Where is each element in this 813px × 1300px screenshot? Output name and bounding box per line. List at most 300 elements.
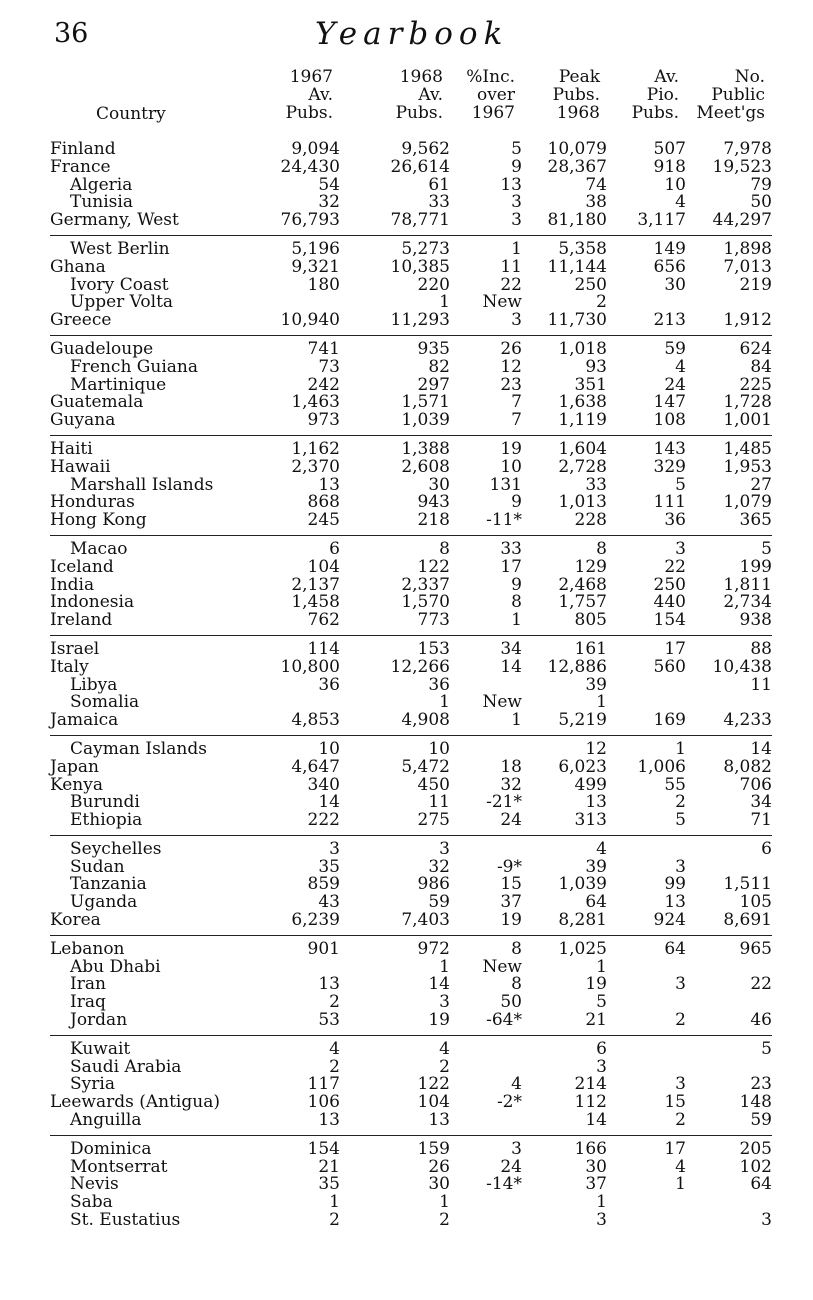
table-row <box>50 156 772 177</box>
av-pubs-1968: 972 <box>417 938 450 959</box>
public-meetings: 1,079 <box>723 492 772 513</box>
country-name: Indonesia <box>50 592 135 613</box>
pct-increase: 1 <box>511 710 522 731</box>
av-pubs-1968: 33 <box>428 192 450 213</box>
table-row <box>50 674 772 695</box>
av-pubs-1968: 10 <box>428 738 450 759</box>
pct-increase: -9* <box>496 856 522 877</box>
av-pubs-1967: 4,853 <box>291 710 340 731</box>
peak-pubs-1968: 112 <box>574 1092 607 1113</box>
country-name: France <box>50 156 111 177</box>
av-pubs-1968: 3 <box>439 838 450 859</box>
country-name: Guatemala <box>50 392 144 413</box>
country-name: Martinique <box>70 374 167 395</box>
av-pubs-1967: 868 <box>307 492 340 513</box>
country-name: Tanzania <box>70 874 147 895</box>
av-pubs-1967: 10,800 <box>280 656 340 677</box>
av-pubs-1968: 2 <box>439 1210 450 1231</box>
table-row <box>50 312 772 330</box>
country-name: Leewards (Antigua) <box>50 1092 220 1113</box>
av-pubs-1968: 159 <box>417 1138 450 1159</box>
peak-pubs-1968: 11,144 <box>547 256 607 277</box>
peak-pubs-1968: 64 <box>585 892 607 913</box>
table-row <box>50 656 772 677</box>
country-name: Iran <box>70 974 106 995</box>
peak-pubs-1968: 2,728 <box>558 456 607 477</box>
country-name: Algeria <box>70 174 133 195</box>
country-group <box>50 835 772 930</box>
av-pubs-1968: 275 <box>417 810 450 831</box>
country-name: Somalia <box>70 692 140 713</box>
header-line: Av. <box>308 85 333 105</box>
av-pioneer-pubs: 143 <box>653 438 686 459</box>
av-pioneer-pubs: 2 <box>675 1110 686 1131</box>
av-pioneer-pubs: 440 <box>653 592 686 613</box>
pct-increase: New <box>482 956 522 977</box>
peak-pubs-1968: 93 <box>585 356 607 377</box>
header-line: Av. <box>654 67 679 87</box>
pct-increase: 3 <box>511 310 522 331</box>
peak-pubs-1968: 805 <box>574 610 607 631</box>
av-pubs-1967: 901 <box>307 938 340 959</box>
country-name: Abu Dhabi <box>70 956 161 977</box>
country-name: Guadeloupe <box>50 338 154 359</box>
country-name: Finland <box>50 139 116 159</box>
av-pioneer-pubs: 1 <box>675 738 686 759</box>
peak-pubs-1968: 6,023 <box>558 756 607 777</box>
av-pubs-1967: 222 <box>307 810 340 831</box>
country-name: Israel <box>50 638 100 659</box>
av-pioneer-pubs: 924 <box>653 910 686 931</box>
av-pubs-1967: 973 <box>307 410 340 431</box>
av-pubs-1968: 13 <box>428 1110 450 1131</box>
peak-pubs-1968: 3 <box>596 1210 607 1231</box>
public-meetings: 706 <box>739 774 772 795</box>
country-group <box>50 935 772 1030</box>
peak-pubs-1968: 214 <box>574 1074 607 1095</box>
av-pubs-1968: 8 <box>439 538 450 559</box>
pct-increase: 7 <box>511 410 522 431</box>
av-pubs-1967: 9,321 <box>291 256 340 277</box>
av-pioneer-pubs: 64 <box>664 938 686 959</box>
av-pubs-1967: 14 <box>318 792 340 813</box>
public-meetings: 199 <box>739 556 772 577</box>
av-pioneer-pubs: 918 <box>653 156 686 177</box>
av-pubs-1968: 220 <box>417 274 450 295</box>
pct-increase: 3 <box>511 192 522 213</box>
pct-increase: 15 <box>500 874 522 895</box>
av-pubs-1967: 9,094 <box>291 139 340 159</box>
av-pubs-1967: 54 <box>318 174 340 195</box>
av-pubs-1968: 10,385 <box>390 256 450 277</box>
table-row <box>50 456 772 477</box>
header-line: No. <box>734 67 765 87</box>
peak-pubs-1968: 37 <box>585 1174 607 1195</box>
country-name: Upper Volta <box>70 292 174 313</box>
peak-pubs-1968: 6 <box>596 1038 607 1059</box>
av-pubs-1967: 21 <box>318 1156 340 1177</box>
av-pubs-1968: 59 <box>428 892 450 913</box>
pct-increase: 19 <box>500 910 522 931</box>
av-pioneer-pubs: 1 <box>675 1174 686 1195</box>
peak-pubs-1968: 129 <box>574 556 607 577</box>
pct-increase: 3 <box>511 1138 522 1159</box>
table-row <box>50 912 772 930</box>
av-pioneer-pubs: 507 <box>653 139 686 159</box>
public-meetings: 3 <box>761 1210 772 1231</box>
public-meetings: 14 <box>750 738 772 759</box>
public-meetings: 1,485 <box>723 438 772 459</box>
peak-pubs-1968: 39 <box>585 674 607 695</box>
av-pubs-1968: 122 <box>417 1074 450 1095</box>
country-name: Hong Kong <box>50 510 147 531</box>
country-name: Sudan <box>70 856 125 877</box>
public-meetings: 22 <box>750 974 772 995</box>
country-name: Burundi <box>70 792 140 813</box>
av-pubs-1967: 114 <box>307 638 340 659</box>
public-meetings: 205 <box>739 1138 772 1159</box>
av-pioneer-pubs: 3 <box>675 538 686 559</box>
av-pubs-1968: 1,571 <box>401 392 450 413</box>
av-pubs-1968: 153 <box>417 638 450 659</box>
peak-pubs-1968: 1,119 <box>558 410 607 431</box>
peak-pubs-1968: 3 <box>596 1056 607 1077</box>
peak-pubs-1968: 11,730 <box>547 310 607 331</box>
country-group <box>50 141 772 230</box>
public-meetings: 965 <box>739 938 772 959</box>
country-group <box>50 735 772 830</box>
av-pubs-1967: 76,793 <box>280 210 340 231</box>
country-table <box>50 141 772 1230</box>
header-line: Meet'gs <box>696 103 765 123</box>
table-row <box>50 1176 772 1194</box>
table-row <box>50 1156 772 1177</box>
av-pubs-1968: 1,388 <box>401 438 450 459</box>
public-meetings: 46 <box>750 1010 772 1031</box>
peak-pubs-1968: 30 <box>585 1156 607 1177</box>
peak-pubs-1968: 1,013 <box>558 492 607 513</box>
public-meetings: 64 <box>750 1174 772 1195</box>
av-pioneer-pubs: 656 <box>653 256 686 277</box>
header-line: 1967 <box>289 67 333 87</box>
public-meetings: 88 <box>750 638 772 659</box>
av-pubs-1967: 859 <box>307 874 340 895</box>
header-country: Country <box>96 104 166 124</box>
public-meetings: 225 <box>739 374 772 395</box>
country-name: Haiti <box>50 438 93 459</box>
av-pubs-1967: 4 <box>329 1038 340 1059</box>
header-line: %Inc. <box>466 67 515 87</box>
av-pubs-1968: 32 <box>428 856 450 877</box>
pct-increase: 37 <box>500 892 522 913</box>
public-meetings: 59 <box>750 1110 772 1131</box>
country-name: Japan <box>50 756 99 777</box>
peak-pubs-1968: 2 <box>596 292 607 313</box>
table-row <box>50 712 772 730</box>
av-pubs-1967: 35 <box>318 856 340 877</box>
country-group <box>50 1135 772 1230</box>
av-pubs-1968: 1,570 <box>401 592 450 613</box>
av-pioneer-pubs: 4 <box>675 192 686 213</box>
av-pioneer-pubs: 147 <box>653 392 686 413</box>
header-line: 1968 <box>399 67 443 87</box>
peak-pubs-1968: 12 <box>585 738 607 759</box>
public-meetings: 23 <box>750 1074 772 1095</box>
peak-pubs-1968: 1,604 <box>558 438 607 459</box>
av-pubs-1968: 1 <box>439 692 450 713</box>
av-pioneer-pubs: 108 <box>653 410 686 431</box>
av-pubs-1967: 104 <box>307 556 340 577</box>
av-pubs-1967: 36 <box>318 674 340 695</box>
public-meetings: 6 <box>761 838 772 859</box>
av-pubs-1968: 2,337 <box>401 574 450 595</box>
country-name: Lebanon <box>50 938 125 959</box>
pct-increase: -21* <box>486 792 522 813</box>
table-row <box>50 1212 772 1230</box>
peak-pubs-1968: 1 <box>596 1192 607 1213</box>
pct-increase: 14 <box>500 656 522 677</box>
av-pubs-1967: 245 <box>307 510 340 531</box>
pct-increase: 8 <box>511 974 522 995</box>
peak-pubs-1968: 1,018 <box>558 338 607 359</box>
pct-increase: 9 <box>511 574 522 595</box>
av-pubs-1967: 5,196 <box>291 238 340 259</box>
table-row <box>50 976 772 994</box>
table-row <box>50 256 772 277</box>
public-meetings: 624 <box>739 338 772 359</box>
av-pioneer-pubs: 17 <box>664 1138 686 1159</box>
pct-increase: 131 <box>489 474 522 495</box>
table-row <box>50 1012 772 1030</box>
table-row <box>50 512 772 530</box>
pct-increase: 24 <box>500 810 522 831</box>
peak-pubs-1968: 12,886 <box>547 656 607 677</box>
country-name: Germany, West <box>50 210 179 231</box>
public-meetings: 5 <box>761 538 772 559</box>
av-pubs-1967: 13 <box>318 974 340 995</box>
av-pubs-1967: 1,463 <box>291 392 340 413</box>
peak-pubs-1968: 4 <box>596 838 607 859</box>
table-row <box>50 612 772 630</box>
pct-increase: 12 <box>500 356 522 377</box>
peak-pubs-1968: 1 <box>596 692 607 713</box>
peak-pubs-1968: 2,468 <box>558 574 607 595</box>
av-pubs-1968: 11 <box>428 792 450 813</box>
peak-pubs-1968: 1,638 <box>558 392 607 413</box>
av-pubs-1968: 1 <box>439 1192 450 1213</box>
av-pubs-1968: 82 <box>428 356 450 377</box>
header-line: Pio. <box>646 85 679 105</box>
table-row <box>50 174 772 195</box>
country-name: Iceland <box>50 556 114 577</box>
pct-increase: 22 <box>500 274 522 295</box>
av-pubs-1968: 2 <box>439 1056 450 1077</box>
av-pubs-1968: 943 <box>417 492 450 513</box>
av-pubs-1967: 6 <box>329 538 340 559</box>
av-pioneer-pubs: 36 <box>664 510 686 531</box>
public-meetings: 938 <box>739 610 772 631</box>
av-pubs-1967: 24,430 <box>280 156 340 177</box>
av-pubs-1967: 2,137 <box>291 574 340 595</box>
av-pubs-1967: 741 <box>307 338 340 359</box>
pct-increase: -64* <box>486 1010 522 1031</box>
header-line: Peak <box>558 67 600 87</box>
header-line: Pubs. <box>285 103 333 123</box>
public-meetings: 7,978 <box>723 139 772 159</box>
public-meetings: 1,953 <box>723 456 772 477</box>
public-meetings: 1,728 <box>723 392 772 413</box>
public-meetings: 1,811 <box>723 574 772 595</box>
table-row <box>50 1056 772 1077</box>
av-pubs-1968: 1 <box>439 292 450 313</box>
country-group <box>50 335 772 430</box>
av-pioneer-pubs: 4 <box>675 1156 686 1177</box>
country-name: Cayman Islands <box>70 738 207 759</box>
av-pubs-1968: 3 <box>439 992 450 1013</box>
av-pubs-1967: 4,647 <box>291 756 340 777</box>
av-pioneer-pubs: 154 <box>653 610 686 631</box>
av-pubs-1968: 986 <box>417 874 450 895</box>
public-meetings: 34 <box>750 792 772 813</box>
peak-pubs-1968: 1 <box>596 956 607 977</box>
peak-pubs-1968: 81,180 <box>547 210 607 231</box>
peak-pubs-1968: 228 <box>574 510 607 531</box>
country-name: Nevis <box>70 1174 119 1195</box>
av-pioneer-pubs: 250 <box>653 574 686 595</box>
country-name: Greece <box>50 310 112 331</box>
av-pubs-1967: 13 <box>318 474 340 495</box>
av-pubs-1967: 1,458 <box>291 592 340 613</box>
pct-increase: -11* <box>486 510 522 531</box>
av-pioneer-pubs: 22 <box>664 556 686 577</box>
peak-pubs-1968: 1,757 <box>558 592 607 613</box>
country-name: Macao <box>70 538 128 559</box>
av-pioneer-pubs: 169 <box>653 710 686 731</box>
peak-pubs-1968: 74 <box>585 174 607 195</box>
public-meetings: 4,233 <box>723 710 772 731</box>
country-name: Ivory Coast <box>70 274 169 295</box>
pct-increase: 33 <box>500 538 522 559</box>
public-meetings: 71 <box>750 810 772 831</box>
peak-pubs-1968: 166 <box>574 1138 607 1159</box>
peak-pubs-1968: 39 <box>585 856 607 877</box>
country-name: Libya <box>70 674 118 695</box>
av-pioneer-pubs: 1,006 <box>637 756 686 777</box>
header-public-meetings <box>696 68 765 122</box>
public-meetings: 19,523 <box>712 156 772 177</box>
country-name: Marshall Islands <box>70 474 214 495</box>
av-pioneer-pubs: 2 <box>675 1010 686 1031</box>
table-row <box>50 994 772 1012</box>
av-pioneer-pubs: 99 <box>664 874 686 895</box>
peak-pubs-1968: 499 <box>574 774 607 795</box>
table-row <box>50 1112 772 1130</box>
av-pubs-1967: 2 <box>329 1056 340 1077</box>
country-name: Korea <box>50 910 101 931</box>
av-pubs-1968: 218 <box>417 510 450 531</box>
av-pioneer-pubs: 149 <box>653 238 686 259</box>
av-pubs-1967: 1,162 <box>291 438 340 459</box>
table-row <box>50 774 772 795</box>
av-pioneer-pubs: 3 <box>675 856 686 877</box>
av-pioneer-pubs: 5 <box>675 474 686 495</box>
table-row <box>50 1038 772 1059</box>
av-pioneer-pubs: 2 <box>675 792 686 813</box>
header-line: Public <box>711 85 765 105</box>
public-meetings: 10,438 <box>712 656 772 677</box>
peak-pubs-1968: 33 <box>585 474 607 495</box>
public-meetings: 148 <box>739 1092 772 1113</box>
av-pubs-1967: 106 <box>307 1092 340 1113</box>
public-meetings: 11 <box>750 674 772 695</box>
country-group <box>50 635 772 730</box>
av-pioneer-pubs: 111 <box>653 492 686 513</box>
header-1967-av-pubs <box>286 68 333 122</box>
av-pubs-1968: 9,562 <box>401 139 450 159</box>
pct-increase: 9 <box>511 156 522 177</box>
av-pubs-1967: 32 <box>318 192 340 213</box>
av-pubs-1968: 78,771 <box>390 210 450 231</box>
country-name: Saudi Arabia <box>70 1056 182 1077</box>
public-meetings: 102 <box>739 1156 772 1177</box>
av-pioneer-pubs: 3,117 <box>637 210 686 231</box>
country-name: Ireland <box>50 610 113 631</box>
table-row <box>50 356 772 377</box>
av-pubs-1967: 53 <box>318 1010 340 1031</box>
peak-pubs-1968: 8,281 <box>558 910 607 931</box>
av-pioneer-pubs: 13 <box>664 892 686 913</box>
pct-increase: 8 <box>511 592 522 613</box>
public-meetings: 1,912 <box>723 310 772 331</box>
pct-increase: 1 <box>511 610 522 631</box>
av-pubs-1967: 1 <box>329 1192 340 1213</box>
table-row <box>50 956 772 977</box>
av-pubs-1967: 762 <box>307 610 340 631</box>
table-row <box>50 794 772 812</box>
peak-pubs-1968: 19 <box>585 974 607 995</box>
country-name: Ethiopia <box>70 810 143 831</box>
pct-increase: 5 <box>511 139 522 159</box>
header-line: Pubs. <box>631 103 679 123</box>
peak-pubs-1968: 5,219 <box>558 710 607 731</box>
table-row <box>50 212 772 230</box>
av-pubs-1968: 61 <box>428 174 450 195</box>
country-name: Seychelles <box>70 838 162 859</box>
peak-pubs-1968: 313 <box>574 810 607 831</box>
header-line: 1967 <box>471 103 515 123</box>
header-line: Pubs. <box>395 103 443 123</box>
country-name: Honduras <box>50 492 135 513</box>
pct-increase: 19 <box>500 438 522 459</box>
av-pubs-1967: 154 <box>307 1138 340 1159</box>
av-pioneer-pubs: 15 <box>664 1092 686 1113</box>
pct-increase: 24 <box>500 1156 522 1177</box>
av-pubs-1968: 30 <box>428 474 450 495</box>
country-name: St. Eustatius <box>70 1210 181 1231</box>
peak-pubs-1968: 5 <box>596 992 607 1013</box>
pct-increase: New <box>482 292 522 313</box>
av-pubs-1967: 2,370 <box>291 456 340 477</box>
country-name: Syria <box>70 1074 115 1095</box>
country-name: Jamaica <box>50 710 119 731</box>
av-pubs-1967: 13 <box>318 1110 340 1131</box>
av-pubs-1968: 5,273 <box>401 238 450 259</box>
country-name: West Berlin <box>70 238 170 259</box>
pct-increase: 3 <box>511 210 522 231</box>
header-peak-pubs <box>553 68 600 122</box>
country-name: Jordan <box>70 1010 128 1031</box>
country-name: Uganda <box>70 892 138 913</box>
